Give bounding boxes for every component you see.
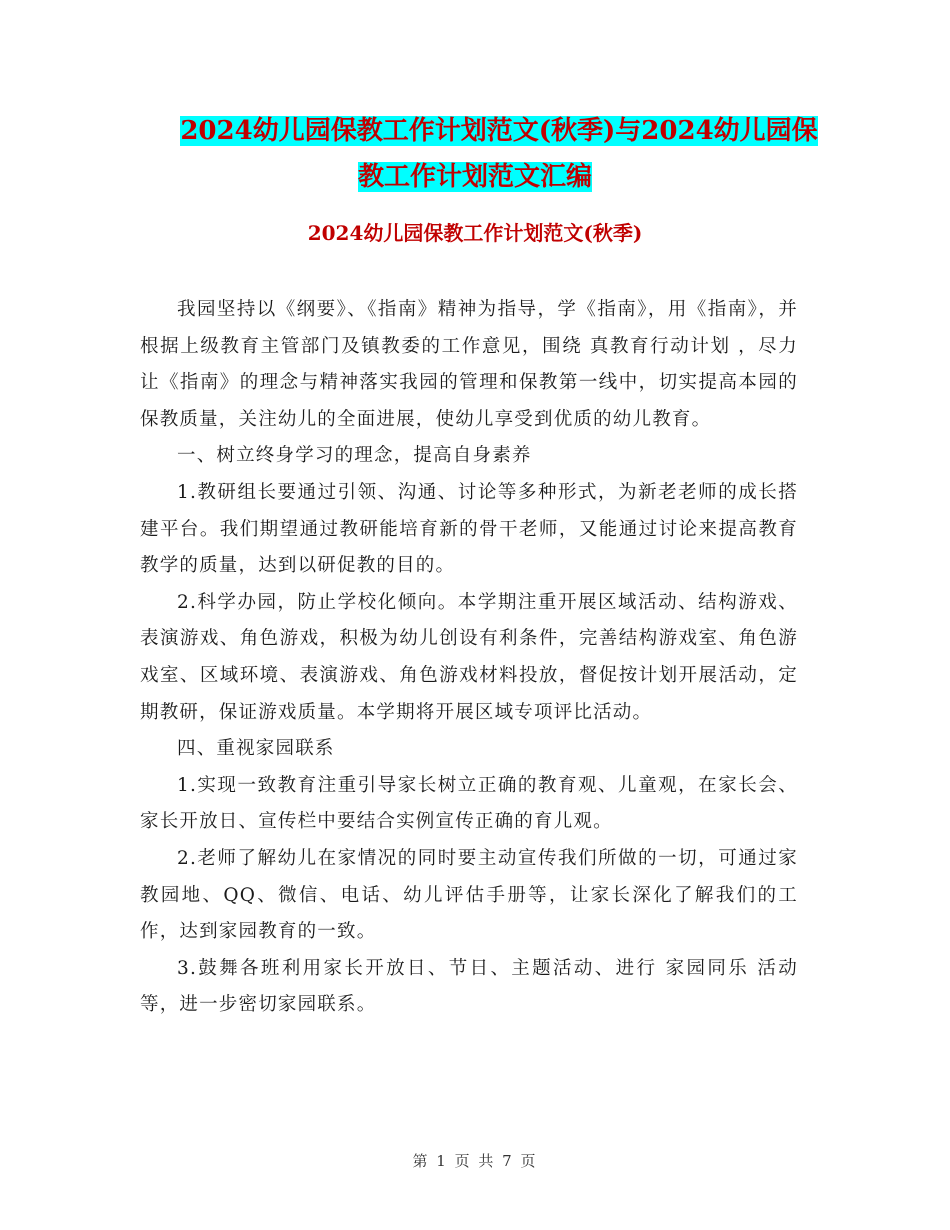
intro-paragraph: 我园坚持以《纲要》、《指南》精神为指导，学《指南》，用《指南》，并根据上级教育主管部门及镇教委的工作意见，围绕 真教育行动计划 ，尽力让《指南》的理念与精神落实我园的管理和保教第一线中，切实提高本园的保教质量，关注幼儿的全面进展，使幼儿享受到优质的幼儿教育。 [140, 299, 798, 430]
paragraph-contact-2: 2.老师了解幼儿在家情况的同时要主动宣传我们所做的一切，可通过家教园地、QQ、微信、电话、幼儿评估手册等，让家长深化了解我们的工作，达到家园教育的一致。 [140, 847, 798, 943]
heading-home-school-contact: 四、重视家园联系 [177, 738, 335, 760]
heading-lifelong-learning: 一、树立终身学习的理念，提高自身素养 [177, 445, 532, 467]
document-title [0, 108, 950, 200]
document-body [140, 292, 798, 1024]
paragraph-contact-3: 3.鼓舞各班利用家长开放日、节日、主题活动、进行 家园同乐 活动等，进一步密切家园联系。 [140, 957, 798, 1016]
section-title: 2024幼儿园保教工作计划范文(秋季) [307, 221, 643, 245]
paragraph-item-2: 2.科学办园，防止学校化倾向。本学期注重开展区域活动、结构游戏、表演游戏、角色游戏，积极为幼儿创设有利条件，完善结构游戏室、角色游戏室、区域环境、表演游戏、角色游戏材料投放，督促按计划开展活动，定期教研，保证游戏质量。本学期将开展区域专项评比活动。 [140, 591, 798, 723]
paragraph-contact-1: 1.实现一致教育注重引导家长树立正确的教育观、儿童观，在家长会、家长开放日、宣传栏中要结合实例宣传正确的育儿观。 [140, 774, 798, 833]
page-number-footer: 第 1 页 共 7 页 [412, 1152, 538, 1170]
document-title-line-1: 2024幼儿园保教工作计划范文(秋季)与2024幼儿园保 [180, 116, 818, 146]
paragraph-item-1: 1.教研组长要通过引领、沟通、讨论等多种形式，为新老老师的成长搭建平台。我们期望通过教研能培育新的骨干老师，又能通过讨论来提高教育教学的质量，达到以研促教的目的。 [140, 481, 798, 577]
document-title-line-2: 教工作计划范文汇编 [357, 162, 592, 192]
